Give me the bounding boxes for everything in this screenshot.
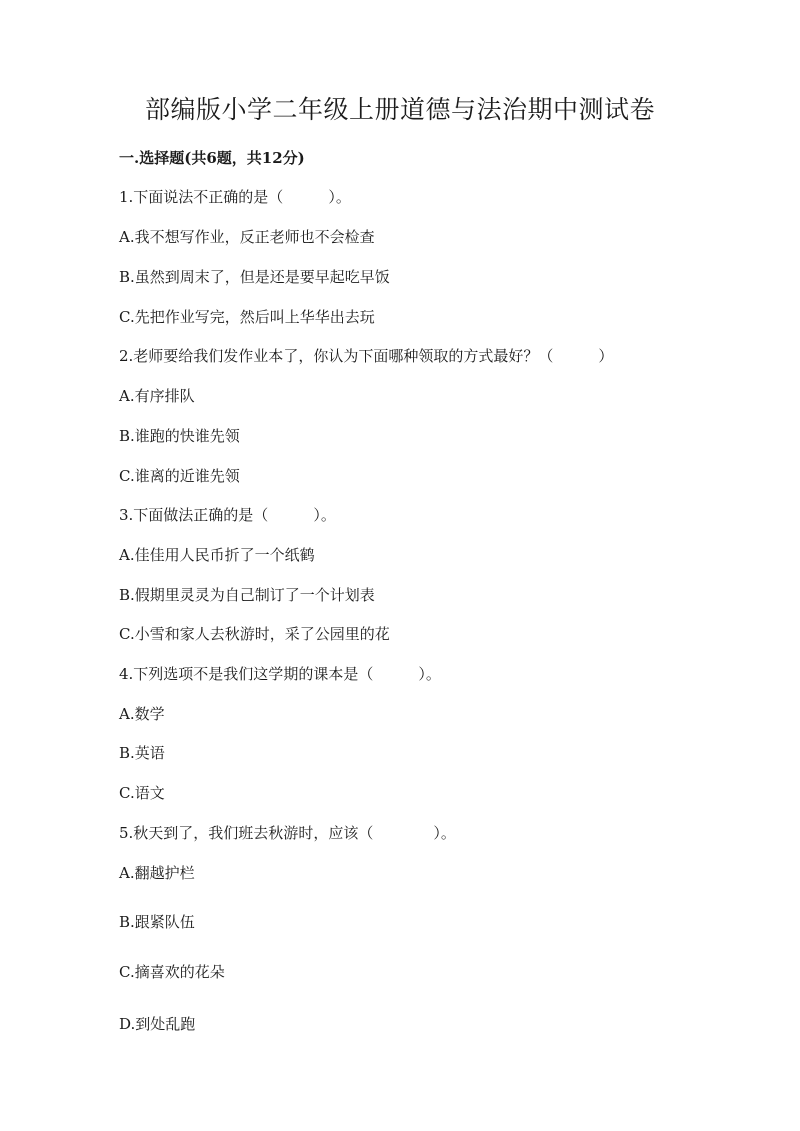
question-1-option-c: C.先把作业写完，然后叫上华华出去玩 [119,308,375,326]
question-2-stem: 2.老师要给我们发作业本了，你认为下面哪种领取的方式最好？（ ） [119,347,614,365]
question-4-stem: 4.下列选项不是我们这学期的课本是（ ）。 [119,665,441,683]
question-1-option-a: A.我不想写作业，反正老师也不会检查 [119,228,375,246]
question-5-stem: 5.秋天到了，我们班去秋游时，应该（ ）。 [119,824,456,842]
question-5-option-c: C.摘喜欢的花朵 [119,963,225,981]
question-1-stem: 1.下面说法不正确的是（ ）。 [119,188,351,206]
question-4-option-c: C.语文 [119,784,165,802]
question-4-option-b: B.英语 [119,744,165,762]
question-5-option-a: A.翻越护栏 [119,864,195,882]
question-3-option-a: A.佳佳用人民币折了一个纸鹤 [119,546,315,564]
question-3-stem: 3.下面做法正确的是（ ）。 [119,506,336,524]
question-2-option-b: B.谁跑的快谁先领 [119,427,240,445]
page-title: 部编版小学二年级上册道德与法治期中测试卷 [144,95,655,124]
question-1-option-b: B.虽然到周末了，但是还是要早起吃早饭 [119,268,390,286]
question-5-option-d: D.到处乱跑 [119,1015,196,1033]
question-2-option-c: C.谁离的近谁先领 [119,467,240,485]
question-5-option-b: B.跟紧队伍 [119,913,195,931]
section-heading: 一.选择题(共6题，共12分) [119,149,305,167]
question-2-option-a: A.有序排队 [119,387,195,405]
question-4-option-a: A.数学 [119,705,165,723]
question-3-option-b: B.假期里灵灵为自己制订了一个计划表 [119,586,375,604]
question-3-option-c: C.小雪和家人去秋游时，采了公园里的花 [119,625,390,643]
